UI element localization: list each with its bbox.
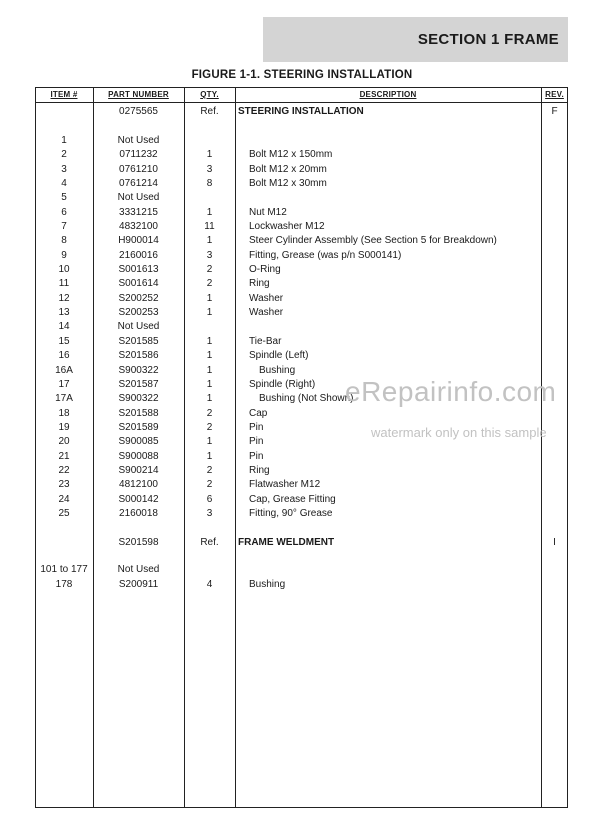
quantity: 4 <box>206 579 213 590</box>
part-number: 2160016 <box>119 250 158 261</box>
description: Bolt M12 x 30mm <box>249 178 327 189</box>
part-number: S000142 <box>118 494 159 505</box>
section-header <box>263 17 568 62</box>
table-row <box>0 563 605 577</box>
table-row <box>0 105 605 119</box>
item-number: 12 <box>58 293 70 304</box>
quantity: 1 <box>206 307 213 318</box>
part-number: S900214 <box>118 465 159 476</box>
description: Spindle (Right) <box>249 379 316 390</box>
item-number: 20 <box>58 436 70 447</box>
quantity: 3 <box>206 164 213 175</box>
description: STEERING INSTALLATION <box>238 106 364 117</box>
item-number: 23 <box>58 479 70 490</box>
table-row <box>0 464 605 478</box>
item-number: 22 <box>58 465 70 476</box>
quantity: 1 <box>206 350 213 361</box>
part-number: S201598 <box>118 537 159 548</box>
description: FRAME WELDMENT <box>238 537 335 548</box>
quantity: 2 <box>206 479 213 490</box>
column-header-description: DESCRIPTION <box>359 90 417 99</box>
item-number: 3 <box>61 164 67 175</box>
item-number: 14 <box>58 321 70 332</box>
item-number: 5 <box>61 192 67 203</box>
description: Spindle (Left) <box>249 350 309 361</box>
item-number: 6 <box>61 207 67 218</box>
table-row <box>0 493 605 507</box>
part-number: S200911 <box>118 579 159 590</box>
table-row <box>0 478 605 492</box>
quantity: 2 <box>206 264 213 275</box>
column-header-rev: REV. <box>545 90 564 99</box>
quantity: 2 <box>206 465 213 476</box>
part-number: S001613 <box>118 264 159 275</box>
part-number: S201589 <box>118 422 159 433</box>
table-row <box>0 191 605 205</box>
part-number: 4832100 <box>119 221 158 232</box>
table-row <box>0 292 605 306</box>
section-title: SECTION 1 FRAME <box>417 31 559 48</box>
description: Ring <box>249 278 270 289</box>
table-row <box>0 277 605 291</box>
quantity: 1 <box>206 336 213 347</box>
table-row <box>0 335 605 349</box>
item-number: 11 <box>58 278 70 289</box>
part-number: Not Used <box>117 135 160 146</box>
part-number: H900014 <box>118 235 159 246</box>
description: Cap <box>249 408 268 419</box>
part-number: 0761210 <box>119 164 158 175</box>
item-number: 18 <box>58 408 70 419</box>
part-number: S001614 <box>118 278 159 289</box>
description: Pin <box>249 451 264 462</box>
table-row <box>0 249 605 263</box>
table-row <box>0 536 605 550</box>
description: Tie-Bar <box>249 336 282 347</box>
column-header-part-number: PART NUMBER <box>108 90 169 99</box>
table-row <box>0 578 605 592</box>
description: Ring <box>249 465 270 476</box>
watermark-note: watermark only on this sample <box>371 425 547 440</box>
part-number: 0711232 <box>119 149 158 160</box>
column-header-qty: QTY. <box>200 90 219 99</box>
item-number: 19 <box>58 422 70 433</box>
quantity: 1 <box>206 207 213 218</box>
watermark-brand: eRepairinfo.com <box>345 376 557 407</box>
item-number: 13 <box>58 307 70 318</box>
description: Fitting, 90° Grease <box>249 508 333 519</box>
table-row <box>0 320 605 334</box>
item-number: 10 <box>58 264 70 275</box>
table-row <box>0 450 605 464</box>
quantity: 1 <box>206 436 213 447</box>
part-number: Not Used <box>117 321 160 332</box>
description: Steer Cylinder Assembly (See Section 5 for Breakdown) <box>249 235 497 246</box>
part-number: S201585 <box>118 336 159 347</box>
quantity: Ref. <box>200 106 219 117</box>
table-row <box>0 206 605 220</box>
description: Fitting, Grease (was p/n S000141) <box>249 250 402 261</box>
table-row <box>0 263 605 277</box>
part-number: 0761214 <box>119 178 158 189</box>
table-row <box>0 177 605 191</box>
revision: F <box>551 106 558 117</box>
table-row <box>0 407 605 421</box>
description: Washer <box>249 293 284 304</box>
table-row <box>0 349 605 363</box>
item-number: 4 <box>61 178 67 189</box>
table-row <box>0 234 605 248</box>
table-row <box>0 134 605 148</box>
table-row <box>0 507 605 521</box>
part-number: S200252 <box>118 293 159 304</box>
table-row <box>0 163 605 177</box>
description: Bolt M12 x 150mm <box>249 149 333 160</box>
quantity: 3 <box>206 508 213 519</box>
quantity: 1 <box>206 235 213 246</box>
part-number: S900085 <box>118 436 159 447</box>
quantity: 2 <box>206 408 213 419</box>
quantity: 11 <box>204 221 215 232</box>
quantity: 1 <box>206 379 213 390</box>
part-number: S200253 <box>118 307 159 318</box>
item-number: 2 <box>61 149 67 160</box>
part-number: 4812100 <box>119 479 158 490</box>
quantity: 3 <box>206 250 213 261</box>
item-number: 17A <box>55 393 73 404</box>
quantity: 6 <box>206 494 213 505</box>
item-number: 21 <box>58 451 70 462</box>
header-divider <box>35 102 568 103</box>
figure-title: FIGURE 1-1. STEERING INSTALLATION <box>191 69 413 81</box>
item-number: 7 <box>61 221 67 232</box>
item-number: 16A <box>55 365 73 376</box>
part-number: S900322 <box>118 393 159 404</box>
part-number: 0275565 <box>119 106 158 117</box>
description: Bushing (Not Shown) <box>259 393 354 404</box>
item-number: 101 to 177 <box>40 564 88 575</box>
item-number: 178 <box>55 579 73 590</box>
quantity: 2 <box>206 278 213 289</box>
description: Nut M12 <box>249 207 287 218</box>
description: O-Ring <box>249 264 281 275</box>
table-row <box>0 220 605 234</box>
quantity: 2 <box>206 422 213 433</box>
quantity: Ref. <box>200 537 219 548</box>
part-number: S900088 <box>118 451 159 462</box>
table-row <box>0 306 605 320</box>
item-number: 15 <box>58 336 70 347</box>
part-number: S201588 <box>118 408 159 419</box>
item-number: 25 <box>58 508 70 519</box>
item-number: 1 <box>61 135 67 146</box>
description: Cap, Grease Fitting <box>249 494 336 505</box>
description: Bushing <box>259 365 296 376</box>
table-row <box>0 148 605 162</box>
item-number: 24 <box>58 494 70 505</box>
column-header-item: ITEM # <box>50 90 78 99</box>
item-number: 16 <box>58 350 70 361</box>
description: Lockwasher M12 <box>249 221 325 232</box>
part-number: Not Used <box>117 192 160 203</box>
item-number: 9 <box>61 250 67 261</box>
item-number: 8 <box>61 235 67 246</box>
part-number: S201586 <box>118 350 159 361</box>
quantity: 1 <box>206 365 213 376</box>
quantity: 1 <box>206 393 213 404</box>
description: Pin <box>249 436 264 447</box>
quantity: 1 <box>206 451 213 462</box>
part-number: 3331215 <box>119 207 158 218</box>
description: Pin <box>249 422 264 433</box>
part-number: S900322 <box>118 365 159 376</box>
item-number: 17 <box>58 379 70 390</box>
part-number: 2160018 <box>119 508 158 519</box>
quantity: 1 <box>206 149 213 160</box>
quantity: 8 <box>206 178 213 189</box>
description: Bushing <box>249 579 286 590</box>
part-number: S201587 <box>118 379 159 390</box>
revision: I <box>553 537 556 548</box>
description: Bolt M12 x 20mm <box>249 164 327 175</box>
description: Flatwasher M12 <box>249 479 321 490</box>
quantity: 1 <box>206 293 213 304</box>
part-number: Not Used <box>117 564 160 575</box>
description: Washer <box>249 307 284 318</box>
